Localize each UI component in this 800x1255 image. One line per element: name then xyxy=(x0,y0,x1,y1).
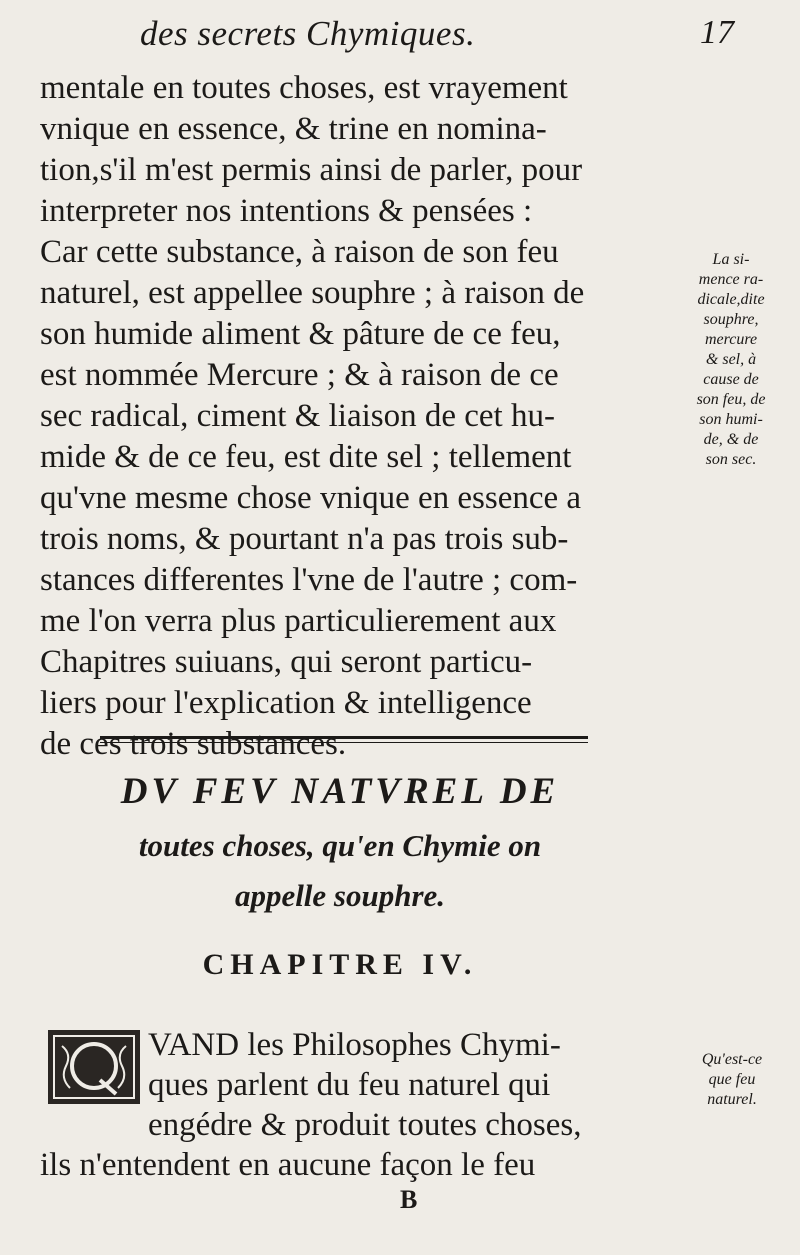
text-line: liers pour l'explication & intelligence xyxy=(40,685,532,721)
text-line: trois noms, & pourtant n'a pas trois sub- xyxy=(40,521,569,557)
section-subtitle: appelle souphre. xyxy=(234,878,446,913)
divider-rule xyxy=(100,736,588,739)
text-line: engédre & produit toutes choses, xyxy=(148,1107,582,1143)
text-line: Car cette substance, à raison de son feu xyxy=(40,234,559,270)
margin-line: que feu xyxy=(708,1071,756,1088)
text-line: est nommée Mercure ; & à raison de ce xyxy=(40,357,559,393)
marginal-note xyxy=(667,250,795,470)
text-line: sec radical, ciment & liaison de cet hu- xyxy=(40,398,555,434)
margin-line: mercure xyxy=(704,331,758,348)
body-paragraph xyxy=(40,68,652,765)
running-head: des secrets Chymiques. xyxy=(140,14,476,53)
margin-line: mence ra- xyxy=(698,271,764,288)
section-title: DV FEV NATVREL DE xyxy=(120,771,560,812)
section-subtitle: toutes choses, qu'en Chymie on xyxy=(138,828,542,863)
text-line: ques parlent du feu naturel qui xyxy=(148,1067,551,1103)
signature-mark: B xyxy=(400,1185,418,1214)
text-line: son humide aliment & pâture de ce feu, xyxy=(40,316,561,352)
chapter-heading: CHAPITRE IV. xyxy=(202,948,478,981)
text-line: VAND les Philosophes Chymi- xyxy=(148,1027,561,1063)
margin-line: naturel. xyxy=(707,1091,757,1108)
margin-line: & sel, à xyxy=(705,351,757,368)
text-line: tion,s'il m'est permis ainsi de parler, pour xyxy=(40,152,583,188)
text-line: qu'vne mesme chose vnique en essence a xyxy=(40,480,582,516)
text-line: ils n'entendent en aucune façon le feu xyxy=(40,1147,536,1183)
text-line: naturel, est appellee souphre ; à raison de xyxy=(40,275,585,311)
margin-line: La si- xyxy=(712,251,750,268)
text-line: stances differentes l'vne de l'autre ; com- xyxy=(40,562,578,598)
margin-line: Qu'est-ce xyxy=(701,1051,763,1068)
margin-line: son humi- xyxy=(699,411,763,428)
margin-line: souphre, xyxy=(703,311,759,328)
margin-line: son feu, de xyxy=(696,391,766,408)
divider-rule-thin xyxy=(100,742,588,743)
text-line: mide & de ce feu, est dite sel ; tellement xyxy=(40,439,572,475)
page-number: 17 xyxy=(700,14,734,51)
text-line: de ces trois substances. xyxy=(40,726,347,762)
marginal-note xyxy=(668,1050,796,1110)
text-line: mentale en toutes choses, est vrayement xyxy=(40,70,568,106)
text-line: me l'on verra plus particulierement aux xyxy=(40,603,557,639)
text-line: Chapitres suiuans, qui seront particu- xyxy=(40,644,533,680)
margin-line: dicale,dite xyxy=(697,291,765,308)
chapter-paragraph xyxy=(40,1025,652,1185)
margin-line: son sec. xyxy=(705,451,757,468)
text-line: vnique en essence, & trine en nomina- xyxy=(40,111,547,147)
margin-line: de, & de xyxy=(703,431,759,448)
margin-line: cause de xyxy=(703,371,759,388)
text-line: interpreter nos intentions & pensées : xyxy=(40,193,533,229)
